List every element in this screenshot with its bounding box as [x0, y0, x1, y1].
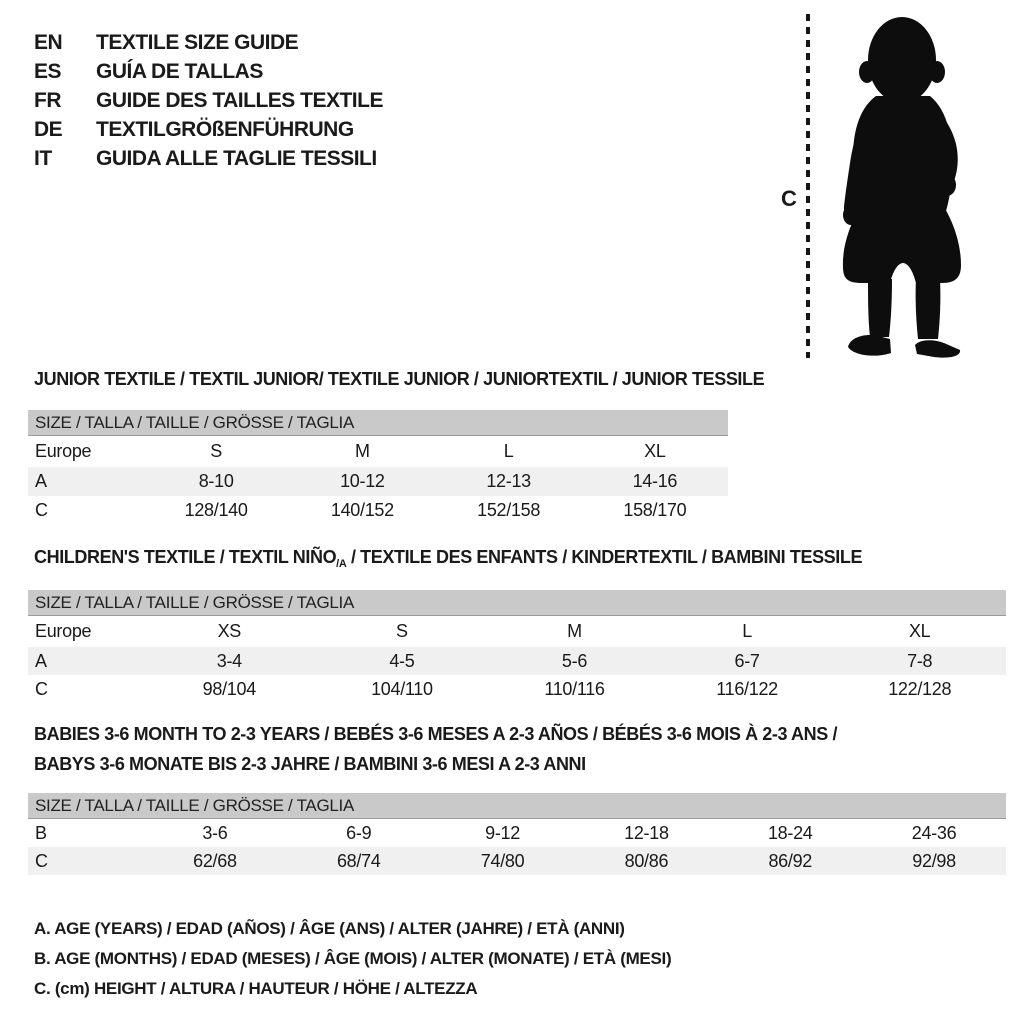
legend-line-a: A. AGE (YEARS) / EDAD (AÑOS) / ÂGE (ANS) / ALTER (JAHRE) / ETÀ (ANNI)	[34, 919, 625, 938]
table-cell: 68/74	[336, 850, 381, 871]
table-cell: 5-6	[561, 650, 588, 671]
table-cell: 104/110	[371, 678, 433, 699]
table-cell: 62/68	[193, 850, 237, 871]
children-heading-subscript: /A	[336, 558, 347, 570]
table-cell: 24-36	[911, 822, 957, 843]
table-cell: XL	[908, 621, 931, 641]
lang-code: IT	[34, 146, 52, 170]
children-heading-pre: CHILDREN'S TEXTILE / TEXTIL NIÑO	[34, 547, 337, 567]
table-row	[28, 496, 728, 525]
table-row	[28, 616, 1006, 647]
table-row	[28, 647, 1006, 675]
guide-title-de: TEXTILGRÖßENFÜHRUNG	[96, 117, 354, 141]
junior-size-table	[28, 410, 728, 525]
guide-title-it: GUIDA ALLE TAGLIE TESSILI	[96, 146, 377, 170]
table-cell: 128/140	[184, 500, 248, 520]
lang-row-es	[34, 57, 383, 86]
table-cell: 98/104	[202, 678, 256, 699]
table-cell: 122/128	[888, 678, 952, 699]
babies-section-heading	[34, 719, 837, 779]
table-cell: 12-18	[624, 822, 669, 843]
lang-row-en	[34, 28, 383, 57]
legend-line-c: C. (cm) HEIGHT / ALTURA / HAUTEUR / HÖHE / ALTEZZA	[34, 979, 478, 998]
lang-row-it	[34, 144, 383, 173]
table-cell: 86/92	[768, 850, 812, 871]
lang-row-fr	[34, 86, 383, 115]
table-cell: 7-8	[907, 650, 933, 671]
guide-title-en: TEXTILE SIZE GUIDE	[96, 30, 299, 54]
babies-heading-line2: BABYS 3-6 MONATE BIS 2-3 JAHRE / BAMBINI 3-6 MESI A 2-3 ANNI	[34, 754, 586, 774]
table-cell: 74/80	[480, 850, 525, 871]
table-cell: 116/122	[716, 678, 778, 699]
table-cell: 3-4	[216, 650, 242, 671]
babies-size-table	[28, 793, 1006, 875]
size-bar: SIZE / TALLA / TAILLE / GRÖSSE / TAGLIA	[28, 410, 728, 436]
row-label: B	[35, 822, 47, 843]
table-cell: 18-24	[767, 822, 813, 843]
table-row	[28, 436, 728, 467]
children-heading-post: / TEXTILE DES ENFANTS / KINDERTEXTIL / BAMBINI TESSILE	[346, 547, 863, 567]
table-cell: 10-12	[340, 471, 385, 491]
lang-row-de	[34, 115, 383, 144]
table-row	[28, 467, 728, 496]
guide-title-es: GUÍA DE TALLAS	[96, 59, 263, 83]
size-bar: SIZE / TALLA / TAILLE / GRÖSSE / TAGLIA	[28, 793, 1006, 819]
table-cell: S	[210, 441, 222, 461]
table-cell: XL	[644, 441, 666, 461]
table-cell: 110/116	[544, 678, 605, 699]
table-row	[28, 819, 1006, 847]
table-cell: 6-7	[734, 650, 760, 671]
babies-heading-line1: BABIES 3-6 MONTH TO 2-3 YEARS / BEBÉS 3-6 MESES A 2-3 AÑOS / BÉBÉS 3-6 MOIS À 2-3 ANS /	[34, 724, 838, 744]
table-cell: 8-10	[198, 471, 234, 491]
table-cell: M	[567, 621, 582, 641]
legend-line-b: B. AGE (MONTHS) / EDAD (MESES) / ÂGE (MOIS) / ALTER (MONATE) / ETÀ (MESI)	[34, 949, 672, 968]
table-cell: L	[503, 441, 514, 461]
lang-code: DE	[34, 117, 63, 141]
lang-code: ES	[34, 59, 62, 83]
table-cell: 3-6	[202, 822, 228, 843]
table-cell: 12-13	[486, 471, 531, 491]
row-label: A	[35, 650, 47, 671]
row-label: A	[35, 471, 47, 491]
table-cell: S	[396, 621, 408, 641]
table-cell: M	[355, 441, 370, 461]
table-row	[28, 675, 1006, 703]
table-cell: 6-9	[346, 822, 372, 843]
junior-section-heading: JUNIOR TEXTILE / TEXTIL JUNIOR/ TEXTILE JUNIOR / JUNIORTEXTIL / JUNIOR TESSILE	[34, 369, 765, 389]
height-measure-label: C	[781, 186, 797, 211]
language-title-list	[34, 28, 383, 173]
lang-code: FR	[34, 88, 61, 112]
table-cell: 9-12	[485, 822, 520, 843]
table-cell: L	[742, 621, 752, 641]
children-section-heading	[34, 547, 862, 570]
measurement-legend	[34, 914, 671, 1004]
table-cell: 14-16	[632, 471, 678, 491]
guide-title-fr: GUIDE DES TAILLES TEXTILE	[96, 88, 383, 112]
table-cell: 140/152	[330, 500, 394, 520]
size-bar: SIZE / TALLA / TAILLE / GRÖSSE / TAGLIA	[28, 590, 1006, 616]
table-cell: 158/170	[623, 500, 687, 520]
toddler-silhouette	[818, 6, 978, 358]
row-label: Europe	[35, 621, 92, 641]
row-label: Europe	[35, 441, 92, 461]
table-cell: 152/158	[477, 500, 541, 520]
row-label: C	[35, 850, 48, 871]
lang-code: EN	[34, 30, 63, 54]
row-label: C	[35, 500, 48, 520]
children-size-table	[28, 590, 1006, 703]
table-cell: XS	[217, 621, 241, 641]
height-measure-dotted-line	[806, 14, 810, 358]
table-cell: 4-5	[389, 650, 415, 671]
table-row	[28, 847, 1006, 875]
table-cell: 92/98	[912, 850, 956, 871]
row-label: C	[35, 678, 48, 699]
table-cell: 80/86	[624, 850, 669, 871]
